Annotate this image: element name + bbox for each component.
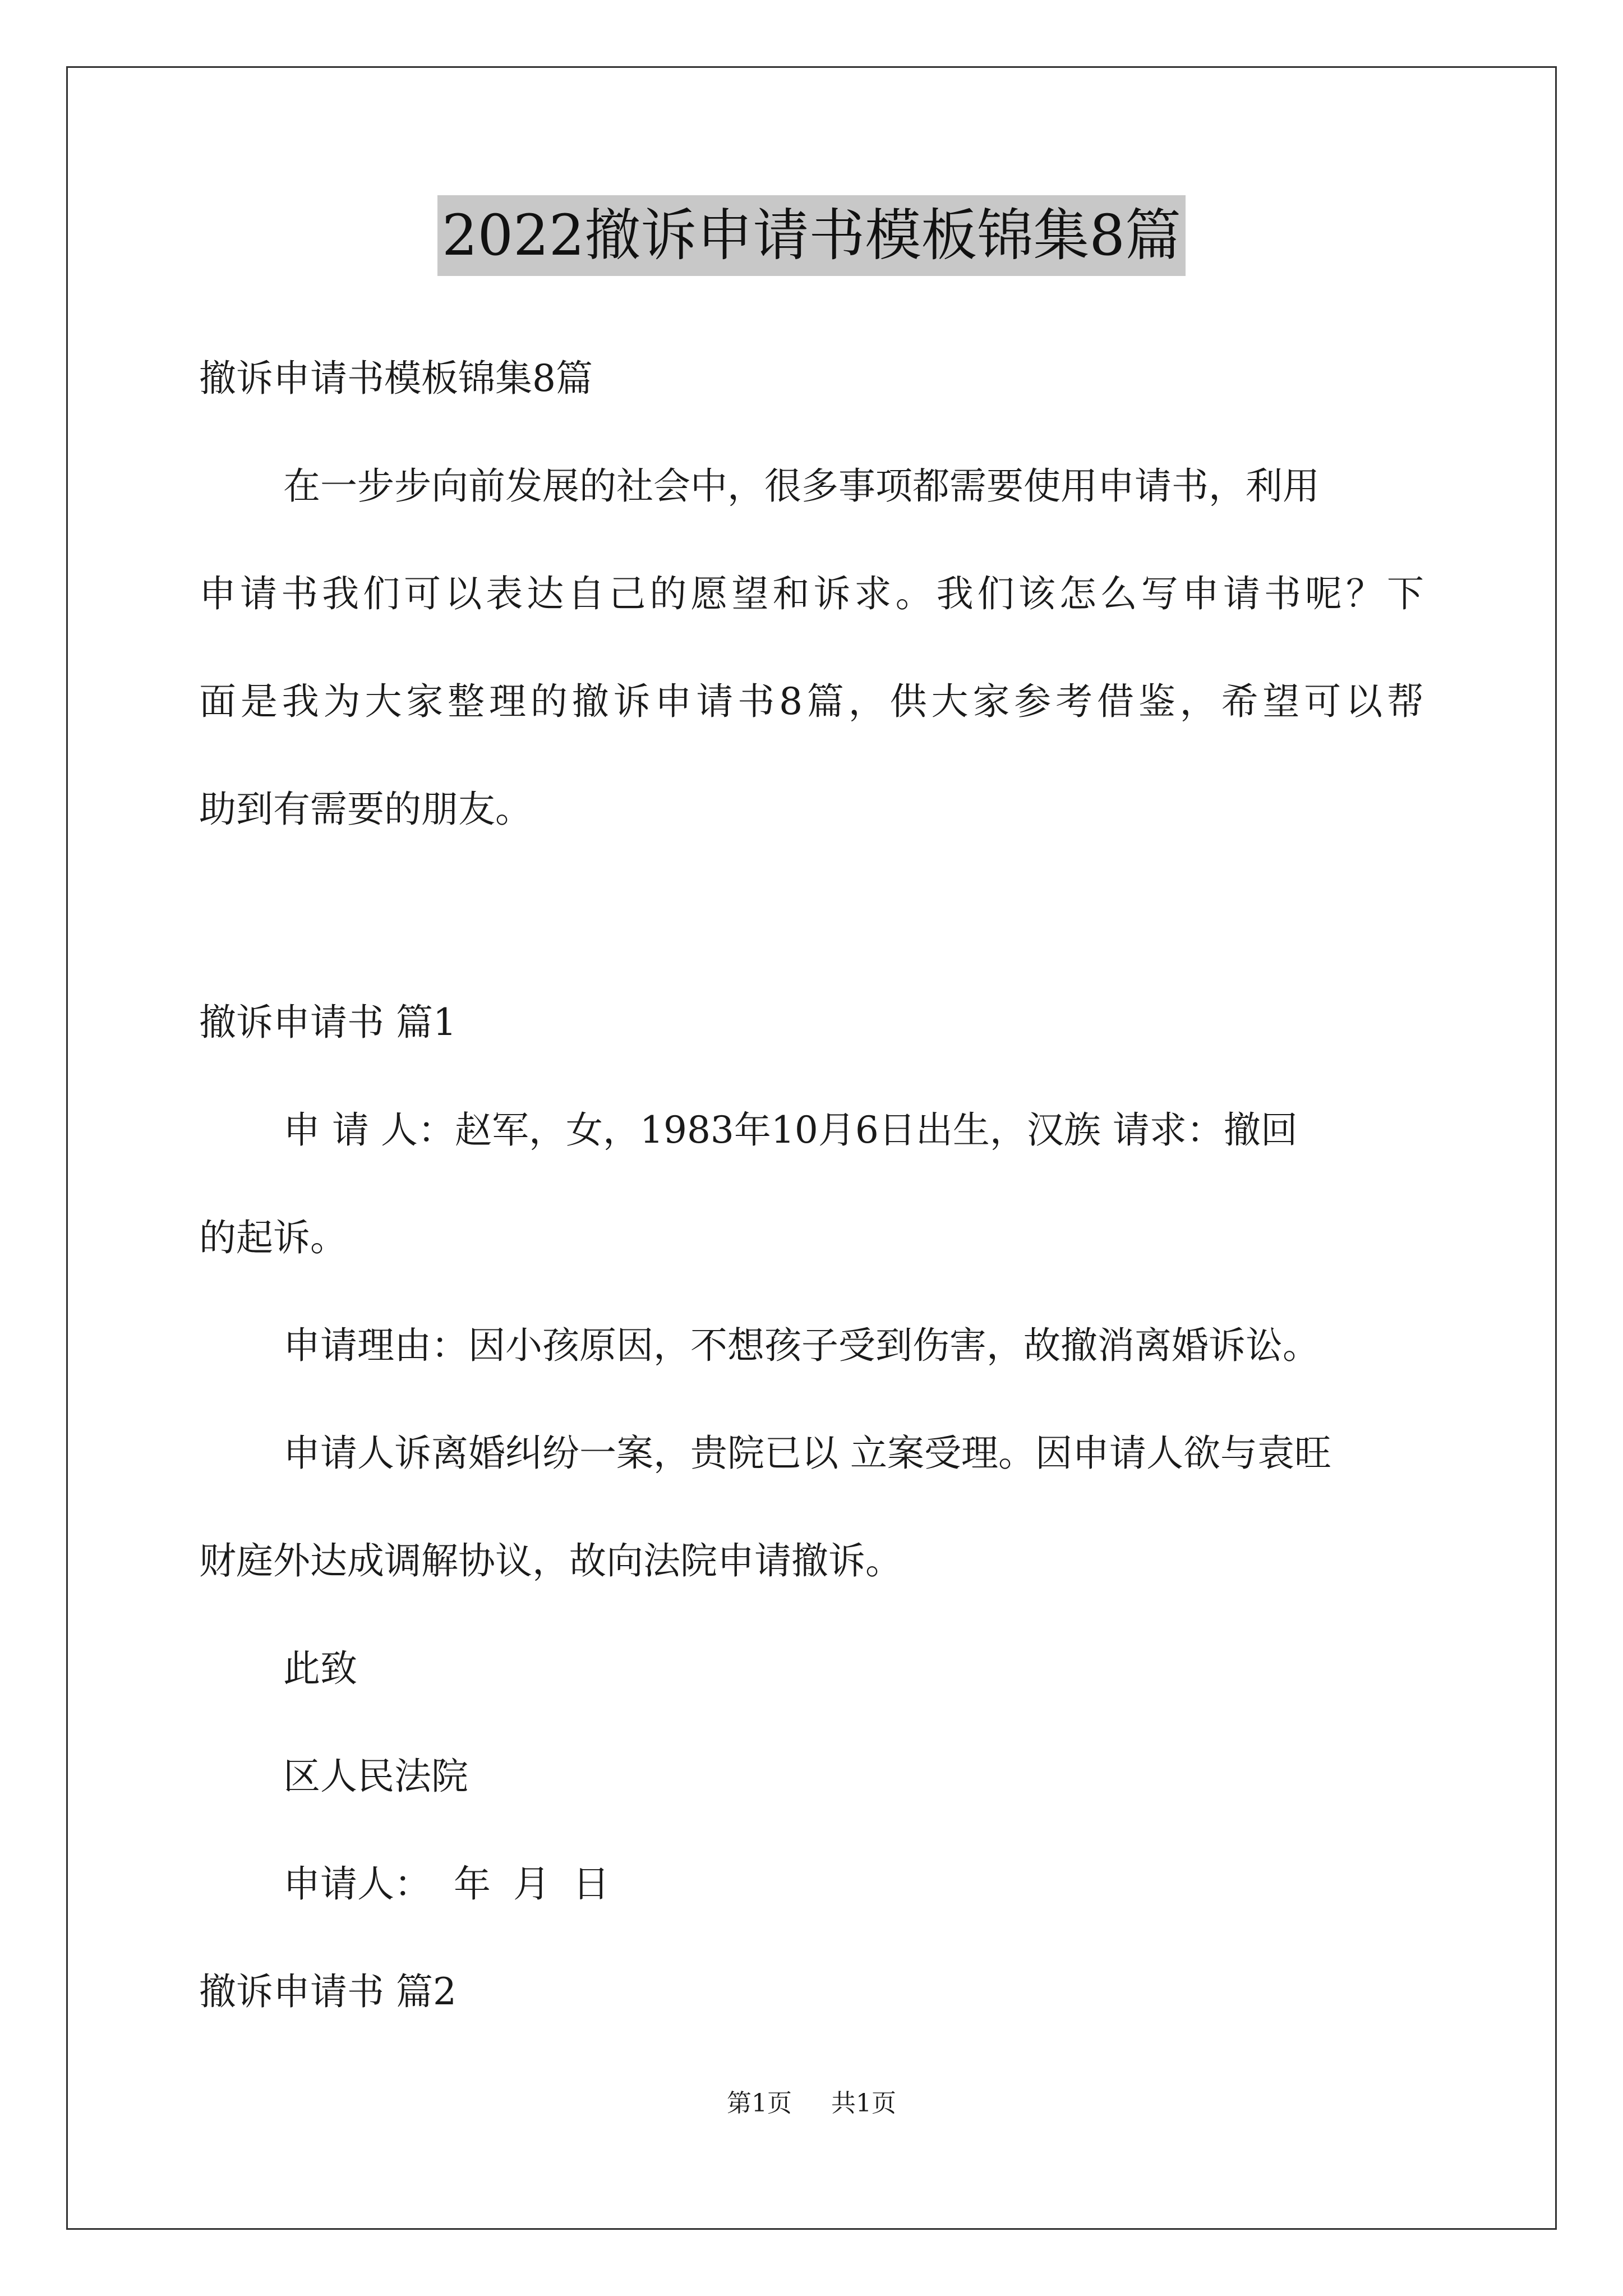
- reason-line: 申请理由：因小孩原因，不想孩子受到伤害，故撤消离婚诉讼。: [283, 1324, 1320, 1367]
- document-subtitle: 撤诉申请书模板锦集8篇: [199, 357, 593, 400]
- intro-line-2: 申请书我们可以表达自己的愿望和诉求。我们该怎么写申请书呢？下: [199, 572, 1424, 615]
- salutation: 此致: [283, 1647, 357, 1690]
- signature-line: [283, 1859, 610, 1910]
- court-name: 区人民法院: [283, 1755, 468, 1798]
- date-year: 年: [454, 1862, 491, 1906]
- intro-line-3: 面是我为大家整理的撤诉申请书8篇，供大家参考借鉴，希望可以帮: [199, 680, 1424, 723]
- section-1-heading: 撤诉申请书 篇1: [199, 1001, 457, 1044]
- page-total: 共1页: [831, 2089, 896, 2118]
- intro-line-4: 助到有需要的朋友。: [199, 788, 532, 831]
- body-line-2: 财庭外达成调解协议，故向法院申请撤诉。: [199, 1539, 902, 1582]
- date-month: 月: [513, 1862, 550, 1906]
- applicant-line-1: 申 请 人：赵军，女，1983年10月6日出生，汉族 请求：撤回: [283, 1108, 1298, 1152]
- signature-label: 申请人：: [283, 1862, 431, 1906]
- page-footer: [0, 2087, 1623, 2120]
- page-number: 第1页: [727, 2089, 792, 2118]
- title-container: [0, 195, 1623, 276]
- section-2-heading: 撤诉申请书 篇2: [199, 1970, 457, 2013]
- applicant-line-2: 的起诉。: [199, 1216, 347, 1259]
- body-line-1: 申请人诉离婚纠纷一案，贵院已以 立案受理。因申请人欲与袁旺: [283, 1432, 1331, 1475]
- date-day: 日: [573, 1862, 610, 1906]
- intro-line-1: 在一步步向前发展的社会中，很多事项都需要使用申请书，利用: [283, 464, 1320, 508]
- document-title: 2022撤诉申请书模板锦集8篇: [437, 195, 1186, 276]
